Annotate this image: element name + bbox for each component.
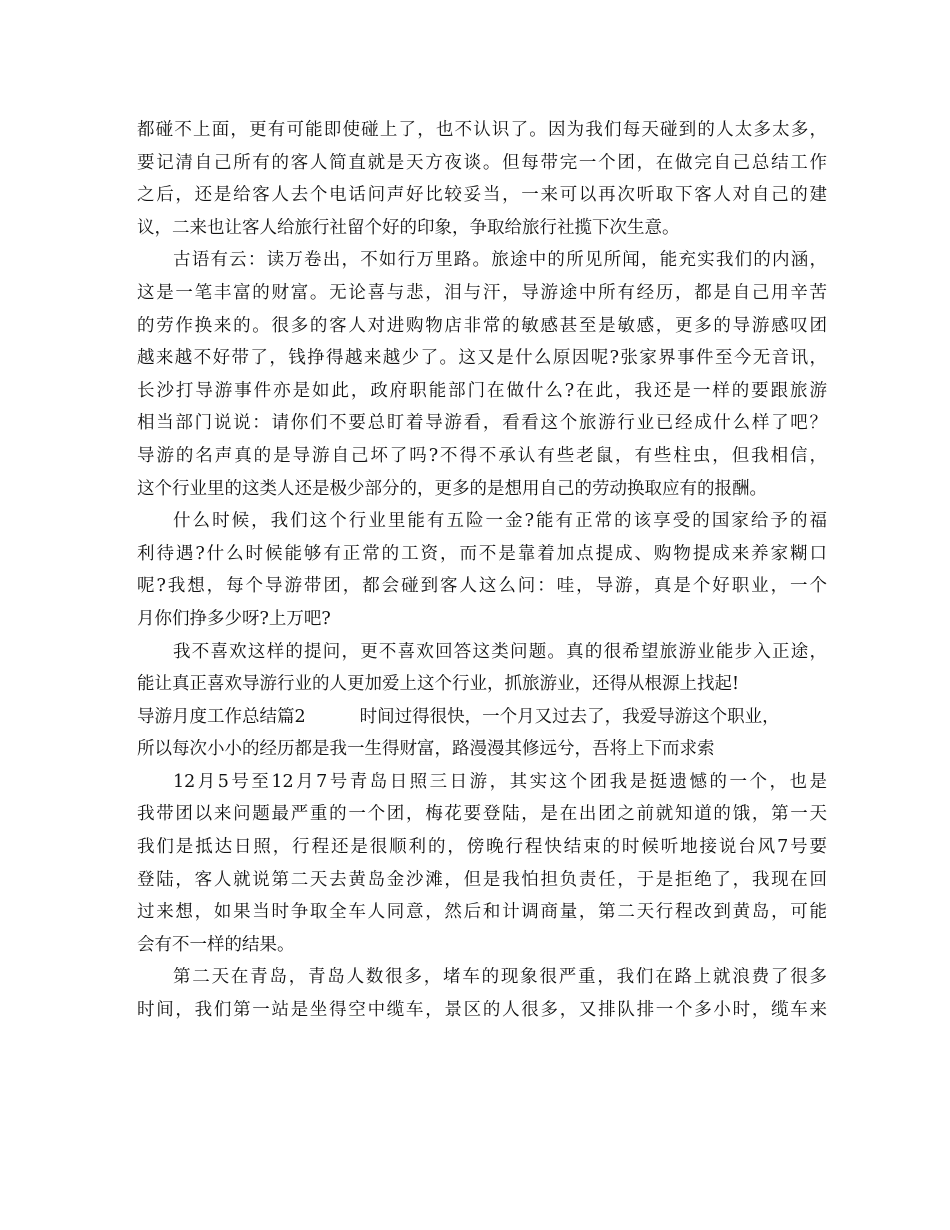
text-line: 这个行业里的这类人还是极少部分的，更多的是想用自己的劳动换取应有的报酬。 bbox=[137, 478, 767, 499]
text-line: 相当部门说说：请你们不要总盯着导游看，看看这个旅游行业已经成什么样了吧？ bbox=[137, 413, 827, 434]
text-line: 月你们挣多少呀?上万吧? bbox=[137, 608, 331, 629]
text-line: 议，二来也让客人给旅行社留个好的印象，争取给旅行社揽下次生意。 bbox=[137, 217, 680, 238]
text-line: 能让真正喜欢导游行业的人更加爱上这个行业，抓旅游业，还得从根源上找起! bbox=[137, 674, 740, 695]
text-line: 导游的名声真的是导游自己坏了吗?不得不承认有些老鼠，有些柱虫，但我相信， bbox=[137, 445, 827, 466]
text-line: 这是一笔丰富的财富。无论喜与悲，泪与汗，导游途中所有经历，都是自己用辛苦 bbox=[137, 282, 827, 303]
text-line: 我带团以来问题最严重的一个团，梅花要登陆，是在出团之前就知道的饿，第一天 bbox=[137, 804, 827, 825]
text-line: 我们是抵达日照，行程还是很顺利的，傍晚行程快结束的时候听地接说台风7号要 bbox=[137, 837, 827, 858]
text-line: 都碰不上面，更有可能即使碰上了，也不认识了。因为我们每天碰到的人太多太多， bbox=[137, 120, 827, 140]
text-line: 登陆，客人就说第二天去黄岛金沙滩，但是我怕担负责任，于是拒绝了，我现在回 bbox=[137, 869, 827, 890]
text-line: 长沙打导游事件亦是如此，政府职能部门在做什么?在此，我还是一样的要跟旅游 bbox=[137, 380, 827, 401]
paragraph-first-line: 第二天在青岛，青岛人数很多，堵车的现象很严重，我们在路上就浪费了很多 bbox=[173, 967, 827, 988]
section-heading: 导游月度工作总结篇2 bbox=[137, 706, 306, 727]
text-line: 所以每次小小的经历都是我一生得财富，路漫漫其修远兮，吾将上下而求索 bbox=[137, 739, 715, 760]
text-line: 要记清自己所有的客人简直就是天方夜谈。但每带完一个团，在做完自己总结工作 bbox=[137, 152, 827, 173]
document-body bbox=[137, 114, 827, 1027]
text-line: 过来想，如果当时争取全车人同意，然后和计调商量，第二天行程改到黄岛，可能 bbox=[137, 902, 827, 923]
text-line: 的劳作换来的。很多的客人对进购物店非常的敏感甚至是敏感，更多的导游感叹团 bbox=[137, 315, 827, 336]
text-line: 之后，还是给客人去个电话问声好比较妥当，一来可以再次听取下客人对自己的建 bbox=[137, 185, 827, 206]
paragraph-first-line: 古语有云：读万卷出，不如行万里路。旅途中的所见所闻，能充实我们的内涵， bbox=[173, 250, 827, 271]
text-line: 越来越不好带了，钱挣得越来越少了。这又是什么原因呢?张家界事件至今无音讯， bbox=[137, 348, 827, 369]
paragraph-first-line: 什么时候，我们这个行业里能有五险一金?能有正常的该享受的国家给予的福 bbox=[173, 511, 827, 532]
text-line: 会有不一样的结果。 bbox=[137, 934, 295, 955]
paragraph-first-line: 12月5号至12月7号青岛日照三日游，其实这个团我是挺遗憾的一个，也是 bbox=[173, 771, 827, 792]
section-heading-line bbox=[137, 701, 827, 734]
text-line: 利待遇?什么时候能够有正常的工资，而不是靠着加点提成、购物提成来养家糊口 bbox=[137, 543, 827, 564]
text-line: 时间过得很快，一个月又过去了，我爱导游这个职业， bbox=[359, 706, 780, 727]
text-line: 呢?我想，每个导游带团，都会碰到客人这么问：哇，导游，真是个好职业，一个 bbox=[137, 576, 827, 597]
paragraph-first-line: 我不喜欢这样的提问，更不喜欢回答这类问题。真的很希望旅游业能步入正途， bbox=[173, 641, 827, 662]
text-line: 时间，我们第一站是坐得空中缆车，景区的人很多，又排队排一个多小时，缆车来 bbox=[137, 1000, 827, 1021]
